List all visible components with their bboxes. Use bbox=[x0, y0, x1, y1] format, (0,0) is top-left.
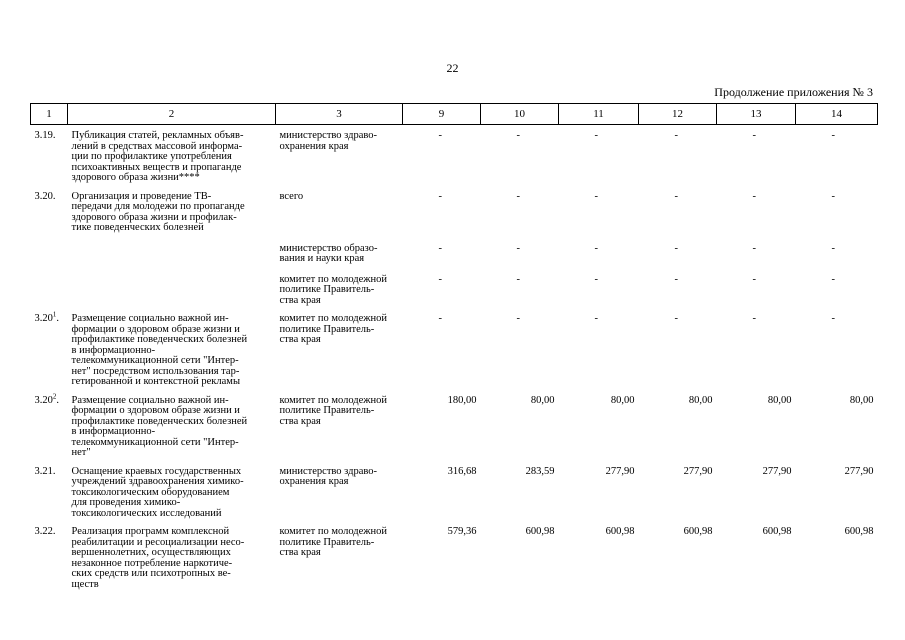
value-cell: - bbox=[594, 190, 598, 202]
col-header: 13 bbox=[717, 104, 796, 125]
value-cell: - bbox=[674, 190, 678, 202]
value-cell: - bbox=[516, 242, 520, 254]
row-number bbox=[31, 388, 68, 459]
row-number bbox=[31, 306, 68, 388]
row-number bbox=[31, 459, 68, 520]
value-cell: - bbox=[752, 242, 756, 254]
value-cell: 579,36 bbox=[447, 526, 477, 537]
value-cell: 600,98 bbox=[605, 526, 635, 537]
table-row bbox=[31, 459, 878, 520]
table-subrow bbox=[31, 265, 878, 307]
row-number bbox=[31, 125, 68, 184]
table-row bbox=[31, 125, 878, 184]
page-number: 22 bbox=[446, 61, 459, 75]
value-cell: - bbox=[752, 130, 756, 141]
value-cell: 600,98 bbox=[844, 526, 874, 537]
value-cell: - bbox=[674, 273, 678, 285]
col-header: 2 bbox=[68, 104, 276, 125]
value-cell: - bbox=[674, 130, 678, 141]
measure-name: Публикация статей, рекламных объяв- лений в средствах массовой информа- ции по профилактике употребления психоактивных веществ и пропаганде здорового образа жизни**** bbox=[71, 130, 244, 183]
continuation-label: Продолжение приложения № 3 bbox=[714, 85, 873, 99]
value-cell: - bbox=[516, 130, 520, 141]
value-cell: 80,00 bbox=[610, 394, 635, 406]
measure-name: Реализация программ комплексной реабилитации и ресоциализации несо- вершеннолетних, осуществляющих незаконное потребление наркотиче- ских средств или психотропных ве- ществ bbox=[71, 526, 245, 590]
row-number-dot: . bbox=[56, 313, 59, 324]
value-cell: - bbox=[438, 273, 442, 285]
value-cell: 283,59 bbox=[525, 465, 555, 477]
executor: комитет по молодежной политике Правитель- ства края bbox=[279, 273, 388, 306]
row-number bbox=[31, 234, 68, 265]
row-number-text: 3.20 bbox=[34, 313, 53, 324]
measure-name bbox=[68, 234, 276, 265]
measure-name: Организация и проведение ТВ- передачи для молодежи по пропаганде здорового образа жизни и профилак- тике поведенческих болезней bbox=[71, 190, 245, 233]
header-row bbox=[31, 104, 878, 125]
col-header: 10 bbox=[481, 104, 559, 125]
table-subrow bbox=[31, 234, 878, 265]
row-number-text: 3.21. bbox=[34, 465, 56, 477]
col-header: 12 bbox=[639, 104, 717, 125]
executor: министерство образо- вания и науки края bbox=[279, 242, 378, 264]
row-number-dot: . bbox=[56, 394, 59, 406]
executor: комитет по молодежной политике Правитель- ства края bbox=[279, 526, 388, 558]
value-cell: - bbox=[516, 190, 520, 202]
measure-name: Размещение социально важной ин- формации о здоровом образе жизни и профилактике поведенческих болезней в информационно- телекоммуникационной сети "Интер- нет" bbox=[71, 394, 248, 458]
value-cell: 277,90 bbox=[762, 465, 792, 477]
col-header: 11 bbox=[559, 104, 639, 125]
value-cell: 316,68 bbox=[447, 465, 477, 477]
measure-name: Оснащение краевых государственных учреждений здравоохранения химико- токсикологическим оборудованием для проведения химико- токсикологических исследований bbox=[71, 465, 244, 519]
value-cell: 180,00 bbox=[447, 394, 477, 406]
value-cell: - bbox=[752, 273, 756, 285]
value-cell: 80,00 bbox=[767, 394, 792, 406]
value-cell: - bbox=[438, 190, 442, 202]
value-cell: - bbox=[594, 130, 598, 141]
row-number bbox=[31, 265, 68, 307]
measure-name bbox=[68, 265, 276, 307]
value-cell: - bbox=[594, 313, 598, 324]
col-header: 9 bbox=[403, 104, 481, 125]
value-cell: - bbox=[516, 313, 520, 324]
budget-table bbox=[30, 103, 878, 598]
value-cell: - bbox=[594, 242, 598, 254]
value-cell: - bbox=[831, 273, 835, 285]
col-header: 1 bbox=[31, 104, 68, 125]
value-cell: 600,98 bbox=[525, 526, 555, 537]
col-header: 3 bbox=[276, 104, 403, 125]
value-cell: 600,98 bbox=[762, 526, 792, 537]
value-cell: - bbox=[831, 190, 835, 202]
value-cell: 80,00 bbox=[849, 394, 874, 406]
row-number-text: 3.20 bbox=[34, 394, 53, 406]
value-cell: 277,90 bbox=[605, 465, 635, 477]
row-number bbox=[31, 519, 68, 598]
table-row bbox=[31, 519, 878, 598]
table-row bbox=[31, 388, 878, 459]
row-number-text: 3.22. bbox=[34, 526, 56, 537]
row-number bbox=[31, 184, 68, 234]
value-cell: - bbox=[594, 273, 598, 285]
row-number-text: 3.20. bbox=[34, 190, 56, 202]
value-cell: 600,98 bbox=[683, 526, 713, 537]
value-cell: - bbox=[438, 313, 442, 324]
col-header: 14 bbox=[796, 104, 878, 125]
value-cell: 80,00 bbox=[530, 394, 555, 406]
value-cell: - bbox=[674, 313, 678, 324]
value-cell: - bbox=[831, 130, 835, 141]
executor: комитет по молодежной политике Правитель- ства края bbox=[279, 313, 388, 345]
value-cell: 80,00 bbox=[688, 394, 713, 406]
executor: комитет по молодежной политике Правитель- ства края bbox=[279, 394, 388, 427]
value-cell: - bbox=[752, 313, 756, 324]
measure-name: Размещение социально важной ин- формации о здоровом образе жизни и профилактике поведенческих болезней в информационно- телекоммуникационной сети "Интер- нет" посредством использования тар- гетированной и контекстной рекламы bbox=[71, 313, 248, 387]
executor: всего bbox=[279, 190, 304, 202]
value-cell: - bbox=[516, 273, 520, 285]
table-row bbox=[31, 306, 878, 388]
value-cell: - bbox=[831, 242, 835, 254]
value-cell: - bbox=[831, 313, 835, 324]
executor: министерство здраво- охранения края bbox=[279, 465, 378, 487]
value-cell: - bbox=[752, 190, 756, 202]
value-cell: - bbox=[438, 130, 442, 141]
row-number-superscript: 1 bbox=[52, 310, 57, 319]
row-number-text: 3.19. bbox=[34, 130, 56, 141]
value-cell: - bbox=[674, 242, 678, 254]
value-cell: 277,90 bbox=[683, 465, 713, 477]
value-cell: - bbox=[438, 242, 442, 254]
row-number-superscript: 2 bbox=[52, 392, 57, 400]
value-cell: 277,90 bbox=[844, 465, 874, 477]
table-row bbox=[31, 184, 878, 234]
executor: министерство здраво- охранения края bbox=[279, 130, 378, 152]
